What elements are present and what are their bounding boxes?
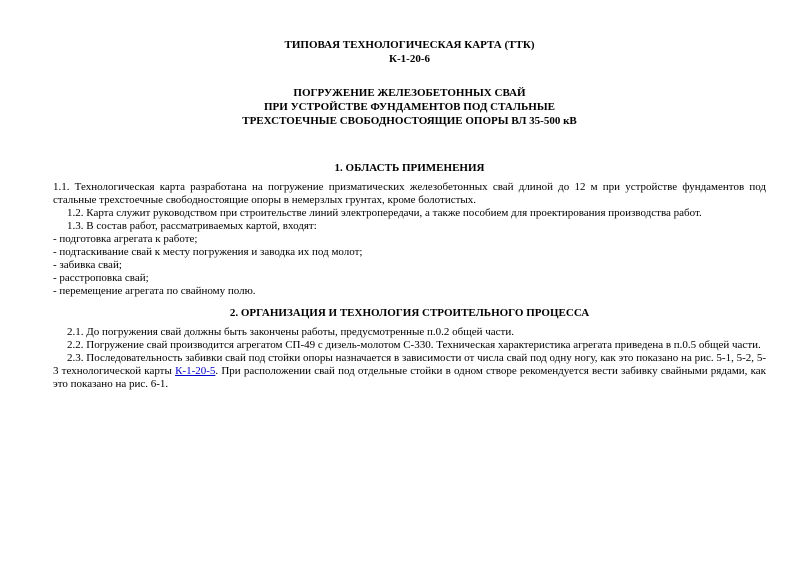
paragraph-2-3-text-end: . При расположении свай под отдельные стойки в одном створе рекомендуется вести забивку свайными рядами, как это показано на рис. 6-1. [53,365,767,390]
paragraph-2-3 [53,352,766,391]
list-item: - подготовка агрегата к работе; [53,233,198,245]
document-title-block [53,38,766,128]
document-subtitle-line-2: ПРИ УСТРОЙСТВЕ ФУНДАМЕНТОВ ПОД СТАЛЬНЫЕ [264,101,555,113]
paragraph-1-1: 1.1. Технологическая карта разработана на погружение призматических железобетонных свай длиной до 12 м при устройстве фундаментов под стальные трехстоечные свободностоящие опоры в немерзлых грунтах, кроме болотистых. [53,181,766,206]
section-2 [53,306,766,391]
map-reference-link[interactable]: К-1-20-5 [175,365,216,377]
list-item: - расстроповка свай; [53,272,149,284]
list-item: - перемещение агрегата по свайному полю. [53,285,256,297]
document-title: ТИПОВАЯ ТЕХНОЛОГИЧЕСКАЯ КАРТА (ТТК) [284,39,535,51]
document-page [53,38,766,391]
document-code: К-1-20-6 [389,53,430,65]
paragraph-1-3: 1.3. В состав работ, рассматриваемых картой, входят: [67,220,317,232]
section-1-heading: 1. ОБЛАСТЬ ПРИМЕНЕНИЯ [334,162,485,174]
paragraph-2-3-text-start: 2.3. Последовательность забивки свай под стойки опоры назначается в зависимости от числа свай под одну ногу, как это показано на рис. 5-1, 5-2, 5-3 технологической карты [53,352,766,377]
list-item: - забивка свай; [53,259,122,271]
section-1 [53,161,766,298]
list-item: - подтаскивание свай к месту погружения и заводка их под молот; [53,246,363,258]
paragraph-2-2: 2.2. Погружение свай производится агрегатом СП-49 с дизель-молотом С-330. Техническая характеристика агрегата приведена в п.0.5 общей части. [67,339,761,351]
paragraph-2-1: 2.1. До погружения свай должны быть закончены работы, предусмотренные п.0.2 общей части. [67,326,514,338]
document-subtitle-line-3: ТРЕХСТОЕЧНЫЕ СВОБОДНОСТОЯЩИЕ ОПОРЫ ВЛ 35-500 кВ [242,115,577,127]
paragraph-1-2: 1.2. Карта служит руководством при строительстве линий электропередачи, а также пособием для проектирования производства работ. [67,207,702,219]
section-2-heading: 2. ОРГАНИЗАЦИЯ И ТЕХНОЛОГИЯ СТРОИТЕЛЬНОГО ПРОЦЕССА [229,307,590,319]
document-subtitle-line-1: ПОГРУЖЕНИЕ ЖЕЛЕЗОБЕТОННЫХ СВАЙ [293,87,526,99]
